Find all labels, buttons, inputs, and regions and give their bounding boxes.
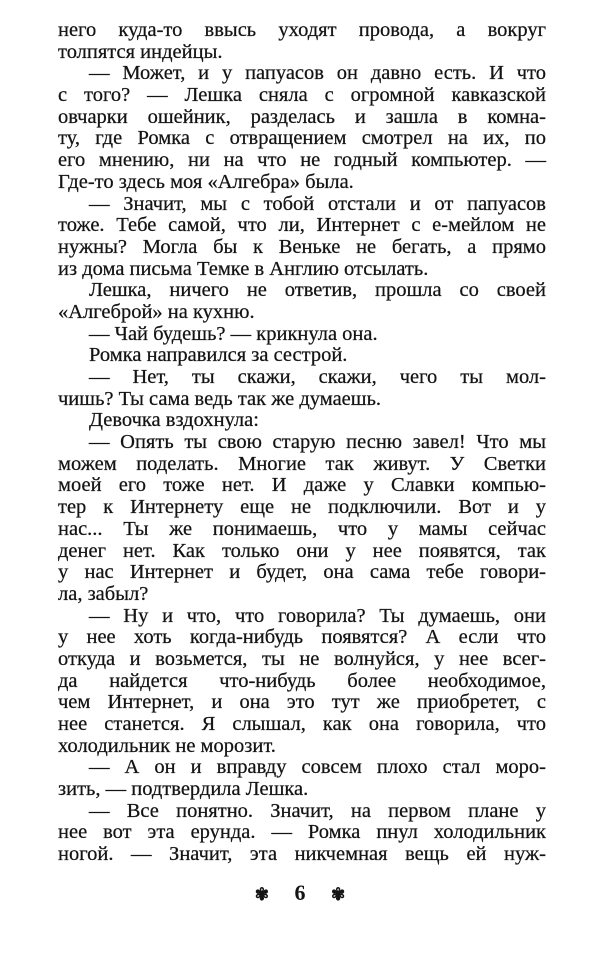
text-line: него куда-то ввысь уходят провода, а вокруг xyxy=(58,19,546,41)
text-line: — Ну и что, что говорила? Ты думаешь, они xyxy=(89,604,546,627)
text-line: откуда и возьмется, ты не волнуйся, у нее всег- xyxy=(58,647,546,670)
text-line: — Чай будешь? — крикнула она. xyxy=(89,322,378,345)
text-line: ту, где Ромка с отвращением смотрел на их, по xyxy=(58,127,546,150)
text-line: его мнению, ни на что не годный компьютер. — xyxy=(58,149,546,172)
text-line: Ромка направился за сестрой. xyxy=(89,344,348,367)
text-line: из дома письма Темке в Англию отсылать. xyxy=(58,257,429,280)
text-line: Девочка вздохнула: xyxy=(89,409,259,432)
flower-ornament-left-icon: ✾ xyxy=(254,885,269,904)
text-line: Где-то здесь моя «Алгебра» была. xyxy=(58,170,354,193)
text-line: — Нет, ты скажи, скажи, чего ты мол- xyxy=(89,366,546,388)
text-line: Лешка, ничего не ответив, прошла со своей xyxy=(89,279,546,302)
page-body-text xyxy=(58,20,546,866)
text-line: у нее хоть когда-нибудь появятся? А если что xyxy=(58,626,546,649)
text-line: можем поделать. Многие так живут. У Светки xyxy=(58,452,546,475)
text-line: толпятся индейцы. xyxy=(58,40,223,63)
text-line: у нас Интернет и будет, она сама тебе говори- xyxy=(58,561,546,584)
text-line: — Может, и у папуасов он давно есть. И что xyxy=(89,62,546,85)
text-line: «Алгеброй» на кухню. xyxy=(58,300,255,323)
text-line: нас... Ты же понимаешь, что у мамы сейчас xyxy=(58,517,546,540)
text-line: — А он и вправду совсем плохо стал моро- xyxy=(89,756,546,779)
text-line: да найдется что-нибудь более необходимое, xyxy=(58,669,546,692)
text-line: чишь? Ты сама ведь так же думаешь. xyxy=(58,387,382,410)
text-line: ногой. — Значит, эта никчемная вещь ей нуж- xyxy=(58,843,546,866)
text-line: тер к Интернету еще не подключили. Вот и у xyxy=(58,496,546,519)
text-line: чем Интернет, и она это тут же приобретет, с xyxy=(58,691,546,714)
text-line: овчарки ошейник, разделась и зашла в комна- xyxy=(58,105,546,128)
text-line: — Значит, мы с тобой отстали и от папуасов xyxy=(89,192,546,215)
text-line: ла, забыл? xyxy=(58,582,149,605)
text-line: холодильник не морозит. xyxy=(58,734,276,757)
text-line: нужны? Могла бы к Веньке не бегать, а прямо xyxy=(58,235,546,258)
flower-ornament-right-icon: ✾ xyxy=(331,885,346,904)
text-line: денег нет. Как только они у нее появятся, так xyxy=(58,539,546,562)
text-line: нее станется. Я слышал, как она говорила, что xyxy=(58,713,546,735)
text-line: зить, — подтвердила Лешка. xyxy=(58,778,309,801)
text-line: — Все понятно. Значит, на первом плане у xyxy=(89,799,546,822)
page-number: 6 xyxy=(294,880,306,905)
text-line: моей его тоже нет. И даже у Славки компью- xyxy=(58,474,546,497)
page-footer xyxy=(0,880,600,906)
text-line: с того? — Лешка сняла с огромной кавказской xyxy=(58,84,546,107)
text-line: нее вот эта ерунда. — Ромка пнул холодильник xyxy=(58,821,546,844)
text-line: — Опять ты свою старую песню завел! Что мы xyxy=(89,431,546,454)
text-line: тоже. Тебе самой, что ли, Интернет с е-мейлом не xyxy=(58,214,546,237)
